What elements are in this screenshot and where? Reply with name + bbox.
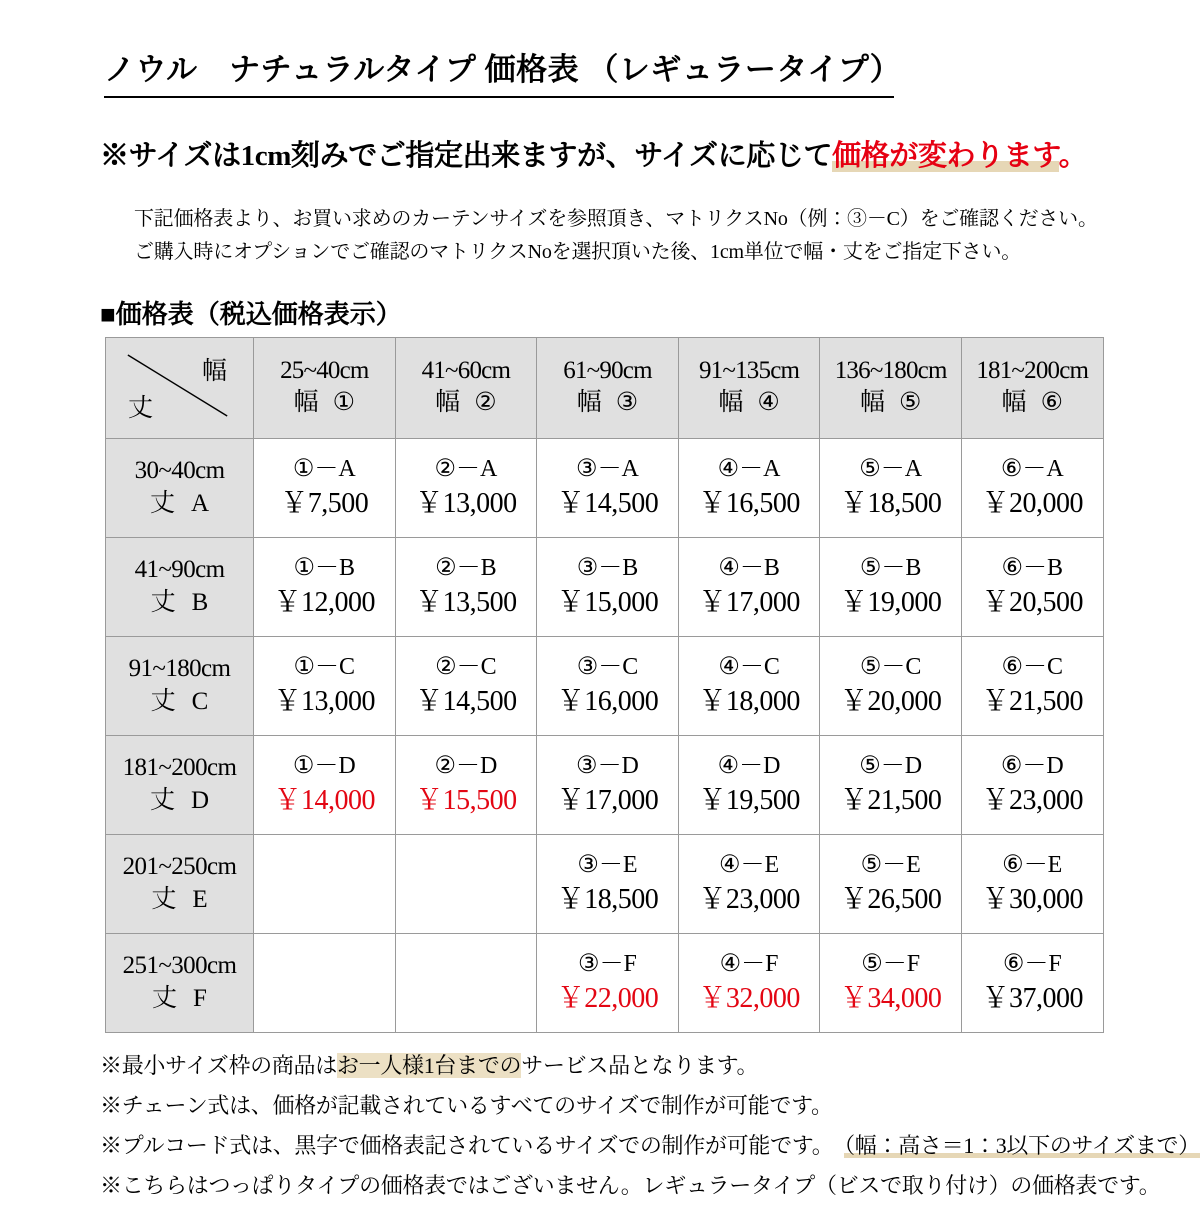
price-value-d2: ￥15,500: [415, 785, 517, 816]
price-cell-e1-empty: [254, 835, 396, 934]
price-cell-f5: [820, 934, 962, 1033]
instruction-line-2: ご購入時にオプションでご確認のマトリクスNoを選択頂いた後、1cm単位で幅・丈をご指定下さい。: [134, 241, 1022, 263]
column-label-3: 幅: [576, 389, 602, 416]
price-value-b1: ￥12,000: [273, 587, 376, 618]
price-cell-d3: [537, 736, 679, 835]
column-number-5: ⑤: [898, 389, 922, 416]
corner-width-label: 幅: [201, 358, 227, 385]
column-range-3: 61~90cm: [563, 357, 652, 384]
table-header-row: [106, 338, 1104, 439]
matrix-code-d3: ③－D: [576, 753, 639, 779]
price-cell-c6: [961, 637, 1103, 736]
price-cell-a1: [254, 439, 396, 538]
column-code-3: [537, 386, 678, 420]
price-value-d4: ￥19,500: [698, 785, 800, 816]
price-value-c5: ￥20,000: [839, 686, 942, 717]
matrix-code-f4: ④－F: [719, 951, 779, 977]
matrix-code-f5: ⑤－F: [861, 951, 921, 977]
price-cell-a5: [820, 439, 962, 538]
price-cell-c2: [395, 637, 537, 736]
row-range-d: 181~200cm: [122, 754, 237, 781]
lead-suffix: 。: [1058, 140, 1088, 172]
price-value-c6: ￥21,500: [981, 686, 1084, 717]
footer-note-3: [100, 1126, 1200, 1166]
column-label-5: 幅: [859, 389, 885, 416]
column-number-1: ①: [332, 389, 356, 416]
price-value-a2: ￥13,000: [415, 488, 517, 519]
price-value-a3: ￥14,500: [556, 488, 659, 519]
matrix-code-f6: ⑥－F: [1002, 951, 1062, 977]
matrix-code-b1: ①－B: [293, 555, 356, 581]
corner-length-label: 丈: [128, 395, 154, 422]
column-number-6: ⑥: [1040, 389, 1063, 416]
matrix-code-d6: ⑥－D: [1000, 753, 1064, 779]
price-value-f5: ￥34,000: [839, 983, 942, 1014]
row-header-f: [106, 934, 254, 1033]
price-value-a1: ￥7,500: [280, 488, 369, 519]
row-code-f: [106, 982, 253, 1016]
table-row: [106, 637, 1104, 736]
row-label-e: 丈: [151, 886, 177, 913]
price-cell-b3: [537, 538, 679, 637]
price-cell-e6: [961, 835, 1103, 934]
price-value-c3: ￥16,000: [556, 686, 659, 717]
price-value-b2: ￥13,500: [415, 587, 517, 618]
row-label-f: 丈: [152, 985, 178, 1012]
matrix-code-e4: ④－E: [718, 852, 780, 878]
price-cell-a6: [961, 439, 1103, 538]
price-cell-d1: [254, 736, 396, 835]
price-cell-b1: [254, 538, 396, 637]
footer-note-3-highlight: （幅：高さ＝1：3以下のサイズまで）: [844, 1133, 1200, 1158]
row-letter-a: A: [190, 490, 210, 517]
section-heading: ■価格表（税込価格表示）: [100, 300, 402, 329]
price-cell-b6: [961, 538, 1103, 637]
matrix-code-c6: ⑥－C: [1001, 654, 1064, 680]
row-label-d: 丈: [149, 787, 175, 814]
matrix-code-a3: ③－A: [576, 456, 639, 482]
lead-highlight: 価格が変わります: [832, 140, 1059, 172]
matrix-code-c2: ②－C: [435, 654, 497, 680]
row-header-b: [106, 538, 254, 637]
column-label-1: 幅: [293, 389, 319, 416]
instructions-block: [134, 203, 1098, 269]
price-cell-e2-empty: [395, 835, 537, 934]
price-value-e6: ￥30,000: [981, 884, 1084, 915]
price-cell-a3: [537, 439, 679, 538]
price-value-a5: ￥18,500: [839, 488, 942, 519]
row-range-c: 91~180cm: [128, 655, 231, 682]
matrix-code-a5: ⑤－A: [859, 456, 923, 482]
table-row: [106, 835, 1104, 934]
price-cell-d4: [678, 736, 820, 835]
price-cell-f3: [537, 934, 679, 1033]
row-code-b: [106, 586, 253, 620]
matrix-code-d5: ⑤－D: [859, 753, 923, 779]
row-header-d: [106, 736, 254, 835]
price-value-d3: ￥17,000: [556, 785, 659, 816]
table-corner-cell: [106, 338, 254, 439]
matrix-code-e6: ⑥－E: [1002, 852, 1063, 878]
matrix-code-c1: ①－C: [293, 654, 356, 680]
price-cell-f4: [678, 934, 820, 1033]
row-letter-c: C: [191, 688, 209, 715]
price-cell-b4: [678, 538, 820, 637]
row-label-a: 丈: [149, 490, 175, 517]
column-label-2: 幅: [435, 389, 461, 416]
row-header-e: [106, 835, 254, 934]
price-cell-c4: [678, 637, 820, 736]
table-row: [106, 538, 1104, 637]
price-value-e4: ￥23,000: [698, 884, 800, 915]
row-range-a: 30~40cm: [134, 457, 225, 484]
column-range-1: 25~40cm: [280, 357, 369, 384]
price-cell-d6: [961, 736, 1103, 835]
footer-note-1: [100, 1046, 1200, 1086]
column-code-1: [254, 386, 395, 420]
price-cell-f6: [961, 934, 1103, 1033]
column-code-6: [962, 386, 1103, 420]
price-value-b4: ￥17,000: [698, 587, 800, 618]
column-header-4: [678, 338, 820, 439]
row-letter-e: E: [192, 886, 208, 913]
row-range-f: 251~300cm: [122, 952, 237, 979]
column-header-2: [395, 338, 537, 439]
matrix-code-b2: ②－B: [435, 555, 497, 581]
column-header-3: [537, 338, 679, 439]
price-value-a4: ￥16,500: [698, 488, 800, 519]
matrix-code-c4: ④－C: [718, 654, 780, 680]
footer-note-3-prefix: ※プルコード式は、黒字で価格表記されているサイズでの制作が可能です。: [100, 1133, 845, 1158]
row-code-a: [106, 487, 253, 521]
price-value-a6: ￥20,000: [981, 488, 1084, 519]
price-cell-e5: [820, 835, 962, 934]
price-value-f4: ￥32,000: [698, 983, 800, 1014]
price-cell-c1: [254, 637, 396, 736]
price-value-f3: ￥22,000: [556, 983, 659, 1014]
price-value-d1: ￥14,000: [273, 785, 376, 816]
column-range-2: 41~60cm: [421, 357, 511, 384]
row-range-b: 41~90cm: [134, 556, 225, 583]
price-cell-f1-empty: [254, 934, 396, 1033]
row-label-b: 丈: [150, 589, 176, 616]
column-header-1: [254, 338, 396, 439]
matrix-code-a6: ⑥－A: [1000, 456, 1064, 482]
row-letter-d: D: [190, 787, 210, 814]
column-code-4: [679, 386, 820, 420]
price-value-f6: ￥37,000: [981, 983, 1084, 1014]
column-label-6: 幅: [1001, 389, 1027, 416]
price-value-d6: ￥23,000: [981, 785, 1084, 816]
footer-note-4: [100, 1166, 1200, 1206]
price-cell-b5: [820, 538, 962, 637]
table-body: [106, 439, 1104, 1033]
column-label-4: 幅: [718, 389, 744, 416]
price-value-b5: ￥19,000: [839, 587, 942, 618]
matrix-code-a4: ④－A: [717, 456, 781, 482]
row-letter-b: B: [191, 589, 209, 616]
price-cell-d2: [395, 736, 537, 835]
price-value-c4: ￥18,000: [698, 686, 800, 717]
price-cell-e3: [537, 835, 679, 934]
price-cell-c3: [537, 637, 679, 736]
price-value-b6: ￥20,500: [981, 587, 1084, 618]
row-header-c: [106, 637, 254, 736]
matrix-code-e5: ⑤－E: [860, 852, 921, 878]
matrix-code-a2: ②－A: [434, 456, 498, 482]
footer-note-1-prefix: ※最小サイズ枠の商品は: [100, 1053, 337, 1078]
column-range-4: 91~135cm: [698, 357, 800, 384]
matrix-code-d2: ②－D: [434, 753, 498, 779]
price-value-c2: ￥14,500: [415, 686, 517, 717]
row-code-c: [106, 685, 253, 719]
row-code-d: [106, 784, 253, 818]
instruction-line-1: 下記価格表より、お買い求めのカーテンサイズを参照頂き、マトリクスNo（例：③－C）をご確認ください。: [134, 208, 1098, 230]
footer-notes: [100, 1046, 1200, 1206]
matrix-code-e3: ③－E: [577, 852, 638, 878]
row-header-a: [106, 439, 254, 538]
matrix-code-b4: ④－B: [718, 555, 780, 581]
row-letter-f: F: [193, 985, 207, 1012]
footer-note-2: [100, 1086, 1200, 1126]
matrix-code-d1: ①－D: [292, 753, 356, 779]
lead-prefix: ※サイズは1cm刻みでご指定出来ますが、サイズに応じて: [100, 140, 833, 172]
table-header: [106, 338, 1104, 439]
row-label-c: 丈: [150, 688, 176, 715]
column-code-5: [820, 386, 961, 420]
column-code-2: [396, 386, 537, 420]
footer-note-1-highlight: お一人様1台までの: [336, 1053, 522, 1078]
page-title: ノウル ナチュラルタイプ 価格表 （レギュラータイプ）: [104, 44, 894, 98]
column-range-5: 136~180cm: [834, 357, 947, 384]
matrix-code-c5: ⑤－C: [859, 654, 922, 680]
matrix-code-b5: ⑤－B: [859, 555, 922, 581]
column-number-3: ③: [615, 389, 639, 416]
price-cell-f2-empty: [395, 934, 537, 1033]
matrix-code-c3: ③－C: [576, 654, 639, 680]
column-number-2: ②: [474, 389, 497, 416]
price-value-e3: ￥18,500: [556, 884, 659, 915]
price-cell-d5: [820, 736, 962, 835]
matrix-code-b3: ③－B: [576, 555, 639, 581]
price-value-d5: ￥21,500: [839, 785, 942, 816]
price-cell-a2: [395, 439, 537, 538]
footer-note-4-prefix: ※こちらはつっぱりタイプの価格表ではございません。レギュラータイプ（ビスで取り付け）の価格表です。: [100, 1173, 1161, 1198]
footer-note-2-prefix: ※チェーン式は、価格が記載されているすべてのサイズで制作が可能です。: [100, 1093, 833, 1118]
matrix-code-d4: ④－D: [717, 753, 781, 779]
price-value-b3: ￥15,000: [556, 587, 659, 618]
table-row: [106, 736, 1104, 835]
table-row: [106, 439, 1104, 538]
price-value-c1: ￥13,000: [273, 686, 376, 717]
table-row: [106, 934, 1104, 1033]
footer-note-1-suffix: サービス品となります。: [521, 1053, 759, 1078]
lead-sentence: [100, 133, 1087, 174]
column-number-4: ④: [757, 389, 780, 416]
price-cell-b2: [395, 538, 537, 637]
row-range-e: 201~250cm: [122, 853, 237, 880]
price-cell-c5: [820, 637, 962, 736]
price-table: [105, 337, 1104, 1033]
column-header-5: [820, 338, 962, 439]
matrix-code-f3: ③－F: [578, 951, 637, 977]
matrix-code-a1: ①－A: [292, 456, 356, 482]
column-header-6: [961, 338, 1103, 439]
column-range-6: 181~200cm: [976, 357, 1089, 384]
price-cell-e4: [678, 835, 820, 934]
matrix-code-b6: ⑥－B: [1001, 555, 1064, 581]
price-cell-a4: [678, 439, 820, 538]
price-value-e5: ￥26,500: [839, 884, 942, 915]
row-code-e: [106, 883, 253, 917]
